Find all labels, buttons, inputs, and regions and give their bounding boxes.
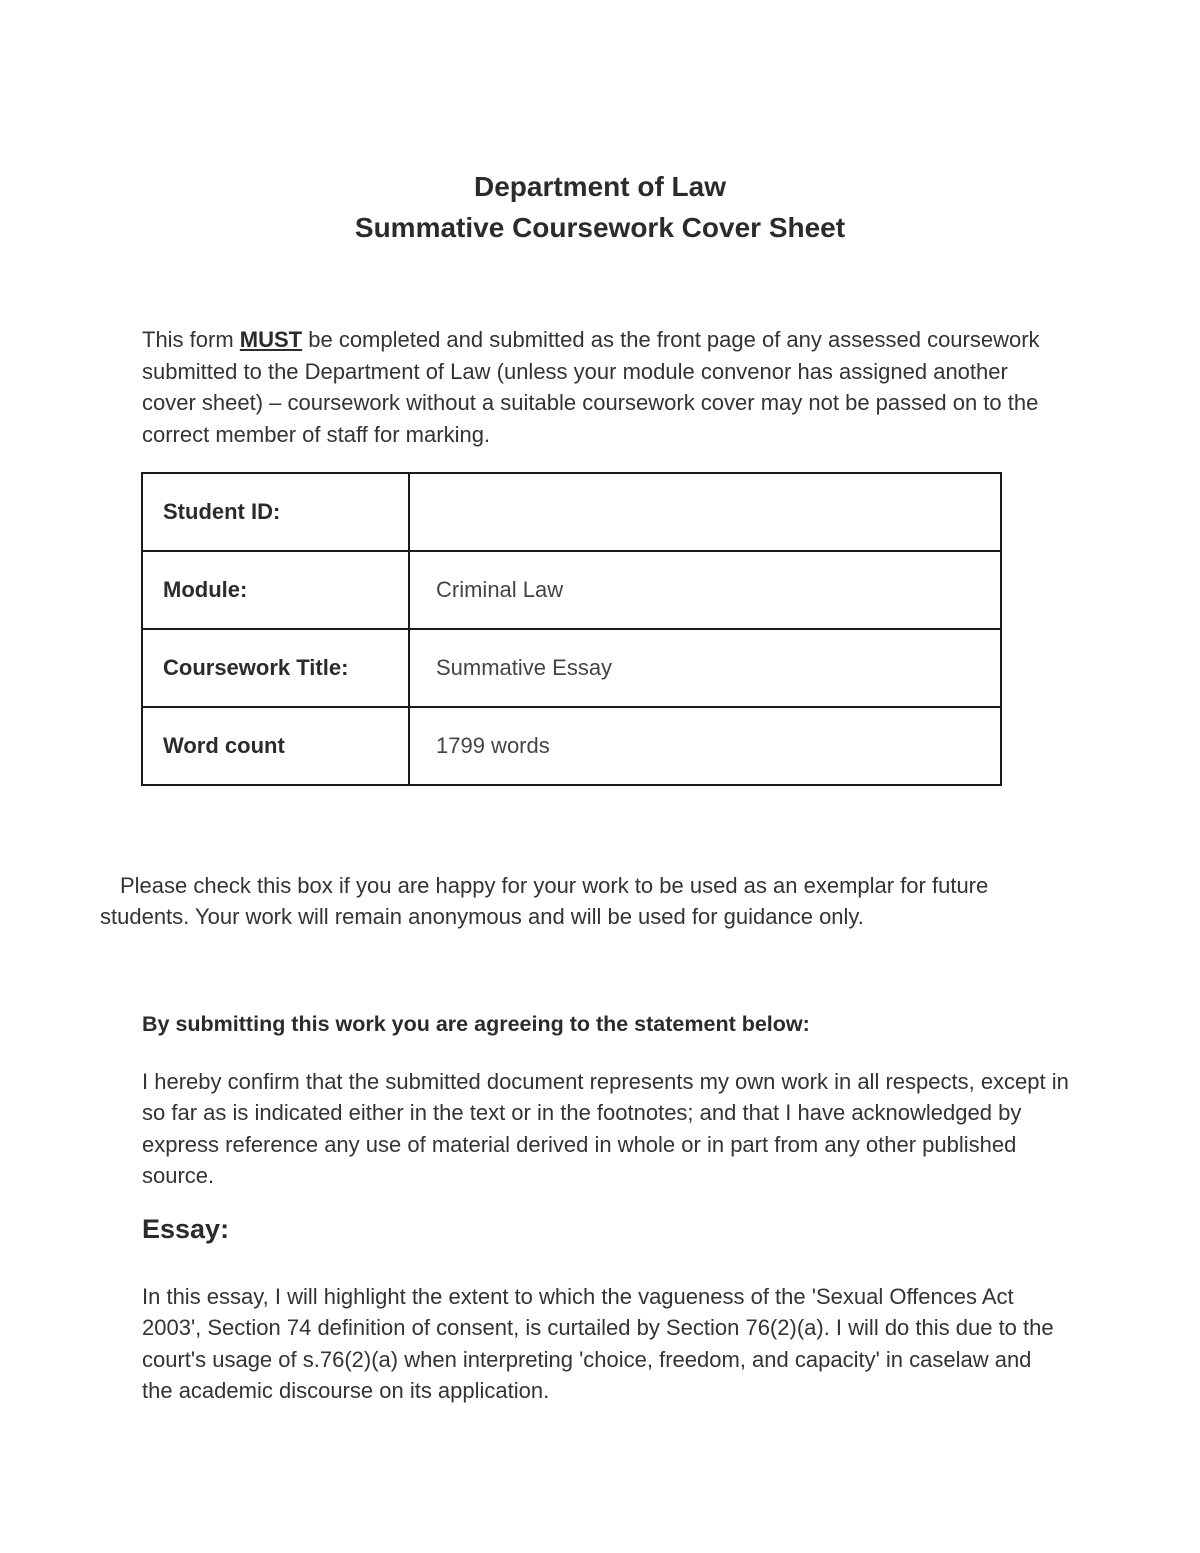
- exemplar-consent-text: [100, 870, 1080, 932]
- cover-sheet-title: Summative Coursework Cover Sheet: [354, 212, 846, 243]
- table-row: [142, 473, 1001, 551]
- module-value: Criminal Law: [409, 551, 1001, 629]
- table-row: [142, 629, 1001, 707]
- coursework-title-label: Coursework Title:: [142, 629, 409, 707]
- intro-paragraph: [142, 324, 1062, 450]
- table-row: [142, 707, 1001, 785]
- exemplar-text: Please check this box if you are happy for your work to be used as an exemplar for future students. Your work will remain anonymous and will be used for guidance only.: [100, 873, 989, 929]
- department-title: Department of Law: [473, 171, 727, 202]
- intro-text-start: This form: [142, 327, 240, 352]
- essay-body: In this essay, I will highlight the extent to which the vagueness of the 'Sexual Offences Act 2003', Section 74 definition of consent, is curtailed by Section 76(2)(a). I will do this due to the court's usage of s.76(2)(a) when interpreting 'choice, freedom, and capacity' in caselaw and the academic discourse on its application.: [142, 1284, 1054, 1403]
- declaration-statement: I hereby confirm that the submitted document represents my own work in all respects, except in so far as is indicated either in the text or in the footnotes; and that I have acknowledged by express reference any use of material derived in whole or in part from any other published source.: [142, 1069, 1069, 1188]
- declaration-heading: By submitting this work you are agreeing to the statement below:: [142, 1012, 810, 1036]
- coursework-title-value: Summative Essay: [409, 629, 1001, 707]
- student-info-table: [141, 472, 1002, 786]
- table-row: [142, 551, 1001, 629]
- essay-heading: Essay:: [142, 1214, 230, 1244]
- must-emphasis: MUST: [239, 327, 303, 352]
- student-id-label: Student ID:: [142, 473, 409, 551]
- intro-text-end: be completed and submitted as the front page of any assessed coursework submitted to the Department of Law (unless your module convenor has assigned another cover sheet) – coursework without a suitable coursework cover may not be passed on to the correct member of staff for marking.: [142, 327, 1040, 447]
- student-id-value: [409, 473, 1001, 551]
- module-label: Module:: [142, 551, 409, 629]
- word-count-label: Word count: [142, 707, 409, 785]
- page-title: [0, 166, 1200, 248]
- word-count-value: 1799 words: [409, 707, 1001, 785]
